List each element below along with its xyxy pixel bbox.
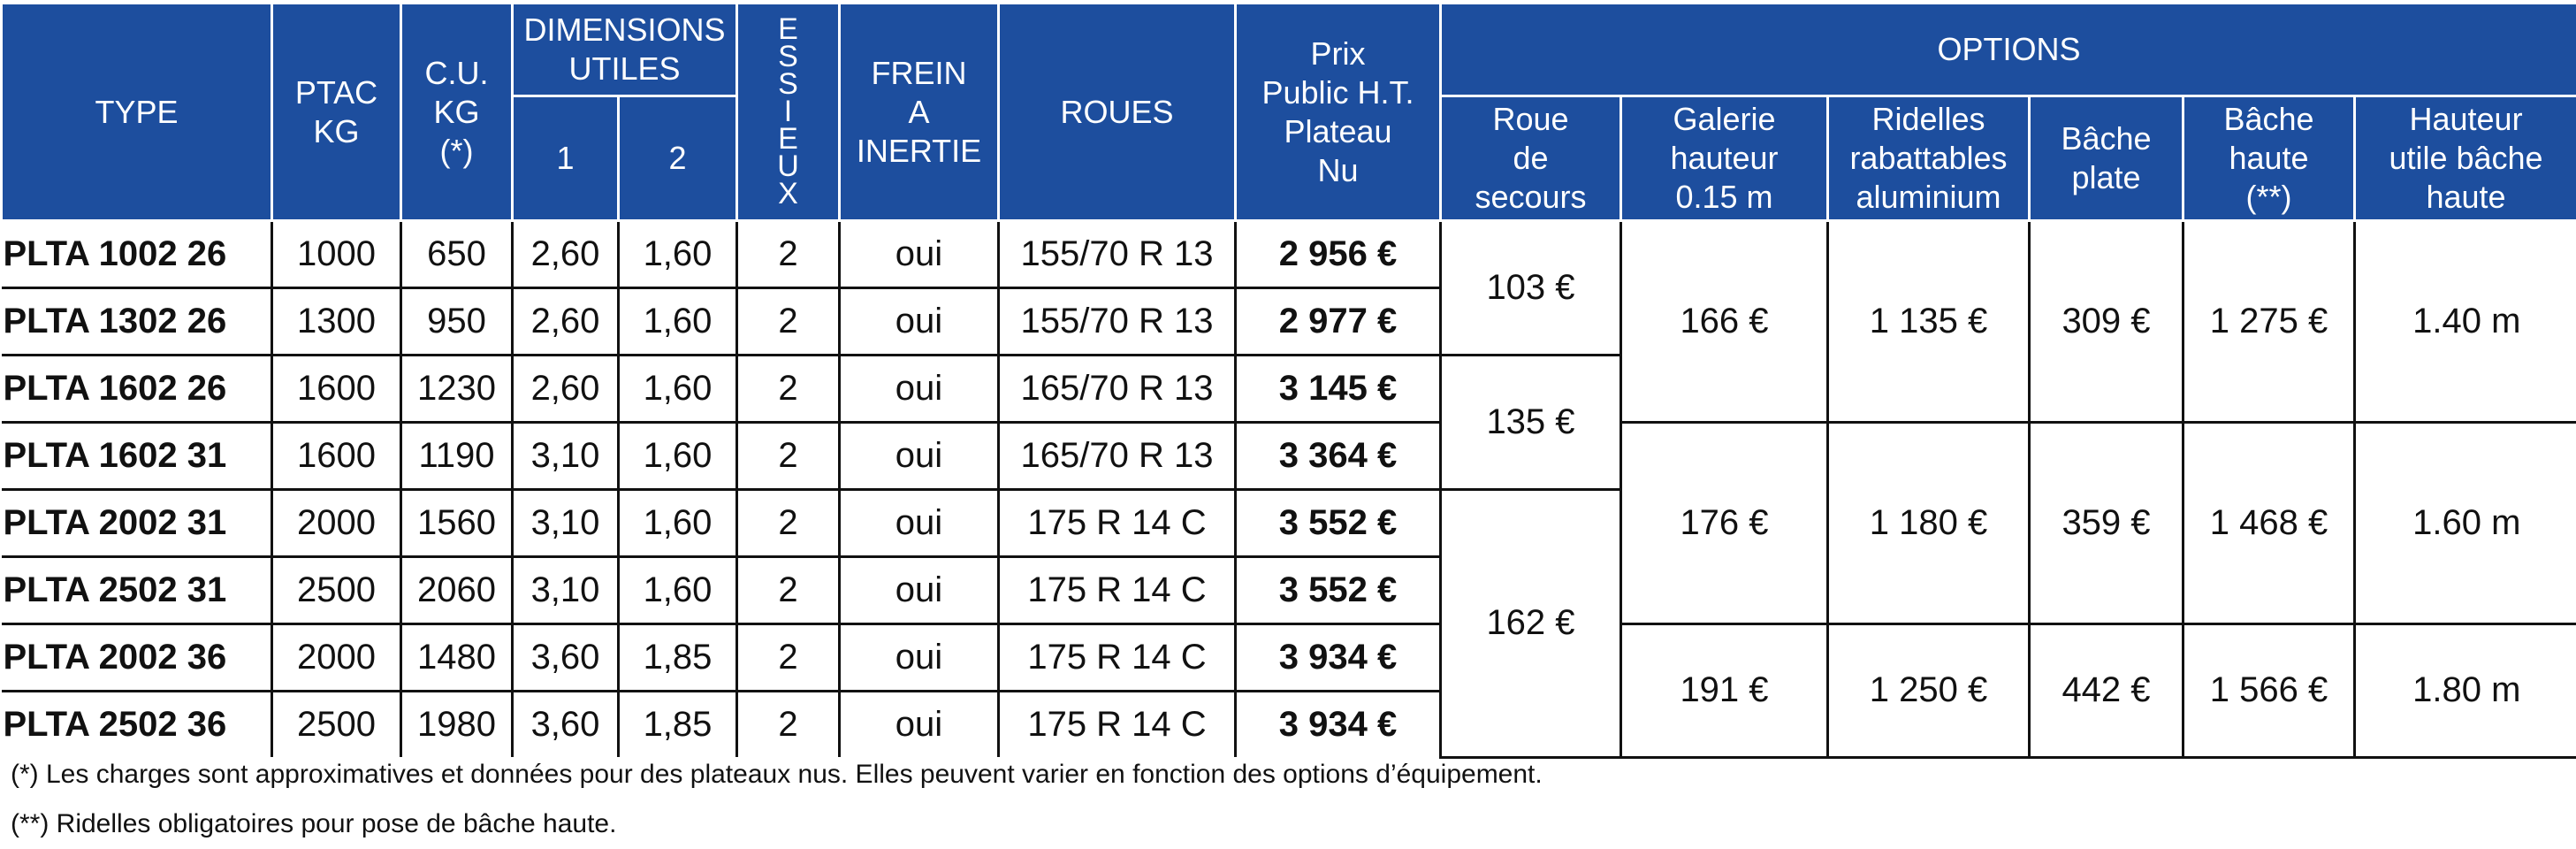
cell-roues: 175 R 14 C [999,624,1236,692]
cell-bache-plate: 359 € [2030,423,2184,624]
cell-type: PLTA 1302 26 [2,288,272,356]
header-roue-secours: Roue de secours [1441,96,1621,221]
footnotes [11,750,1543,849]
cell-frein: oui [840,288,999,356]
cell-essieux: 2 [737,490,840,557]
cell-roues: 155/70 R 13 [999,288,1236,356]
cell-galerie: 191 € [1621,624,1828,758]
cell-dim1: 2,60 [513,221,619,288]
cell-roue-secours: 162 € [1441,490,1621,758]
header-hauteur: Hauteur utile bâche haute [2355,96,2576,221]
cell-cu: 1480 [401,624,513,692]
cell-dim1: 3,10 [513,423,619,490]
header-bache-plate: Bâche plate [2030,96,2184,221]
cell-type: PLTA 2002 31 [2,490,272,557]
cell-bache-haute: 1 566 € [2184,624,2355,758]
cell-prix: 3 552 € [1236,557,1441,624]
cell-type: PLTA 1602 31 [2,423,272,490]
cell-hauteur: 1.80 m [2355,624,2576,758]
cell-prix: 3 364 € [1236,423,1441,490]
cell-cu: 1560 [401,490,513,557]
cell-prix: 2 956 € [1236,221,1441,288]
cell-essieux: 2 [737,557,840,624]
cell-bache-plate: 309 € [2030,221,2184,423]
cell-dim2: 1,60 [619,356,737,423]
cell-ptac: 2000 [272,490,401,557]
cell-essieux: 2 [737,356,840,423]
footnote-ridelles: (**) Ridelles obligatoires pour pose de bâche haute. [11,799,1543,849]
cell-ptac: 2500 [272,692,401,758]
cell-ptac: 2000 [272,624,401,692]
cell-prix: 3 145 € [1236,356,1441,423]
cell-frein: oui [840,356,999,423]
cell-prix: 3 552 € [1236,490,1441,557]
cell-ptac: 2500 [272,557,401,624]
cell-type: PLTA 2502 31 [2,557,272,624]
cell-hauteur: 1.60 m [2355,423,2576,624]
cell-ridelles: 1 250 € [1828,624,2030,758]
header-dimensions: DIMENSIONS UTILES [513,4,737,96]
cell-galerie: 176 € [1621,423,1828,624]
cell-type: PLTA 1002 26 [2,221,272,288]
cell-essieux: 2 [737,423,840,490]
cell-dim1: 3,60 [513,624,619,692]
cell-bache-plate: 442 € [2030,624,2184,758]
cell-ridelles: 1 135 € [1828,221,2030,423]
cell-roues: 165/70 R 13 [999,423,1236,490]
cell-roues: 175 R 14 C [999,490,1236,557]
cell-frein: oui [840,490,999,557]
header-essieux: E S S I E U X [737,4,840,221]
header-type: TYPE [2,4,272,221]
header-options: OPTIONS [1441,4,2576,96]
header-ridelles: Ridelles rabattables aluminium [1828,96,2030,221]
cell-cu: 1230 [401,356,513,423]
cell-essieux: 2 [737,624,840,692]
cell-prix: 3 934 € [1236,692,1441,758]
cell-roues: 175 R 14 C [999,692,1236,758]
cell-dim1: 2,60 [513,288,619,356]
cell-ptac: 1600 [272,423,401,490]
cell-roues: 175 R 14 C [999,557,1236,624]
cell-ptac: 1300 [272,288,401,356]
cell-frein: oui [840,221,999,288]
header-dim-1: 1 [513,96,619,221]
cell-dim2: 1,85 [619,692,737,758]
cell-type: PLTA 1602 26 [2,356,272,423]
cell-frein: oui [840,624,999,692]
header-frein: FREIN A INERTIE [840,4,999,221]
table-row [2,221,2576,288]
header-bache-haute: Bâche haute (**) [2184,96,2355,221]
table-row [2,624,2576,692]
cell-roue-secours: 135 € [1441,356,1621,490]
header-ptac: PTAC KG [272,4,401,221]
header-galerie: Galerie hauteur 0.15 m [1621,96,1828,221]
cell-frein: oui [840,692,999,758]
cell-dim2: 1,60 [619,490,737,557]
header-prix: Prix Public H.T. Plateau Nu [1236,4,1441,221]
cell-roues: 155/70 R 13 [999,221,1236,288]
cell-frein: oui [840,423,999,490]
cell-cu: 1190 [401,423,513,490]
cell-prix: 2 977 € [1236,288,1441,356]
cell-essieux: 2 [737,288,840,356]
cell-dim2: 1,60 [619,557,737,624]
cell-ptac: 1600 [272,356,401,423]
cell-cu: 950 [401,288,513,356]
footnote-charges: (*) Les charges sont approximatives et données pour des plateaux nus. Elles peuvent varier en fonction des options d’équipement. [11,750,1543,799]
cell-essieux: 2 [737,221,840,288]
cell-cu: 1980 [401,692,513,758]
cell-dim1: 2,60 [513,356,619,423]
cell-frein: oui [840,557,999,624]
cell-bache-haute: 1 468 € [2184,423,2355,624]
cell-galerie: 166 € [1621,221,1828,423]
cell-essieux: 2 [737,692,840,758]
cell-type: PLTA 2002 36 [2,624,272,692]
cell-dim2: 1,60 [619,288,737,356]
cell-dim2: 1,60 [619,423,737,490]
cell-dim2: 1,60 [619,221,737,288]
cell-type: PLTA 2502 36 [2,692,272,758]
cell-ridelles: 1 180 € [1828,423,2030,624]
cell-hauteur: 1.40 m [2355,221,2576,423]
cell-roue-secours: 103 € [1441,221,1621,356]
cell-dim1: 3,60 [513,692,619,758]
cell-dim2: 1,85 [619,624,737,692]
price-table [0,2,2576,759]
cell-cu: 2060 [401,557,513,624]
header-dim-2: 2 [619,96,737,221]
header-roues: ROUES [999,4,1236,221]
cell-ptac: 1000 [272,221,401,288]
cell-prix: 3 934 € [1236,624,1441,692]
cell-dim1: 3,10 [513,557,619,624]
header-cu: C.U. KG (*) [401,4,513,221]
cell-roues: 165/70 R 13 [999,356,1236,423]
cell-dim1: 3,10 [513,490,619,557]
table-row [2,423,2576,490]
cell-cu: 650 [401,221,513,288]
cell-bache-haute: 1 275 € [2184,221,2355,423]
